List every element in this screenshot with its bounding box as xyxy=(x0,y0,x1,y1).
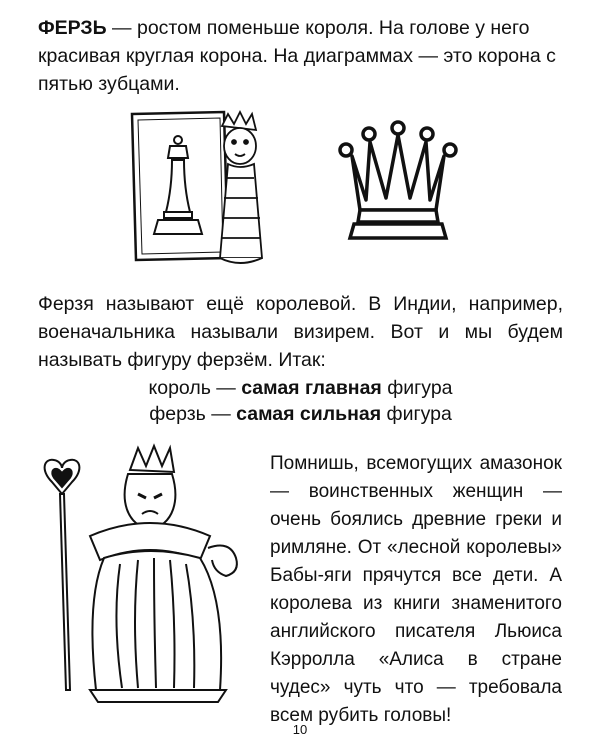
intro-text: — ростом поменьше короля. На голове у него красивая круглая корона. На диаграммах — это корона с пятью зубцами. xyxy=(38,17,556,95)
comparison-king-tail: фигура xyxy=(381,377,453,399)
comparison-queen-bold: самая сильная xyxy=(236,403,382,425)
queen-of-hearts-illustration xyxy=(30,440,260,708)
comparison-block xyxy=(38,375,563,427)
comparison-queen-subject: ферзь — xyxy=(149,403,237,425)
page-number: 10 xyxy=(292,722,308,737)
comparison-king-bold: самая главная xyxy=(241,377,382,399)
paragraph-2: Ферзя называют ещё королевой. В Индии, например, военачальника называли визирем. Вот и мы будем называть фигуру ферзём. Итак: xyxy=(38,293,563,371)
comparison-queen-tail: фигура xyxy=(381,403,452,425)
intro-term: ФЕРЗЬ xyxy=(38,17,107,39)
queen-character xyxy=(220,112,262,263)
queen-diagram-icon xyxy=(336,118,461,246)
paragraph-3: Помнишь, всемогущих амазонок — воинственных женщин — очень боялись древние греки и римляне. От «лесной королевы» Бабы-яги прячутся все дети. А королева из книги знаменитого английского писателя Льюиса Кэрролла «Алиса в стране чудес» чуть что — требовала всем рубить головы! xyxy=(270,453,562,726)
intro-paragraph xyxy=(38,14,563,98)
comparison-line-queen xyxy=(38,401,563,427)
comparison-king-subject: король — xyxy=(148,377,242,399)
queen-card-illustration xyxy=(128,108,293,270)
comparison-line-king xyxy=(38,375,563,401)
